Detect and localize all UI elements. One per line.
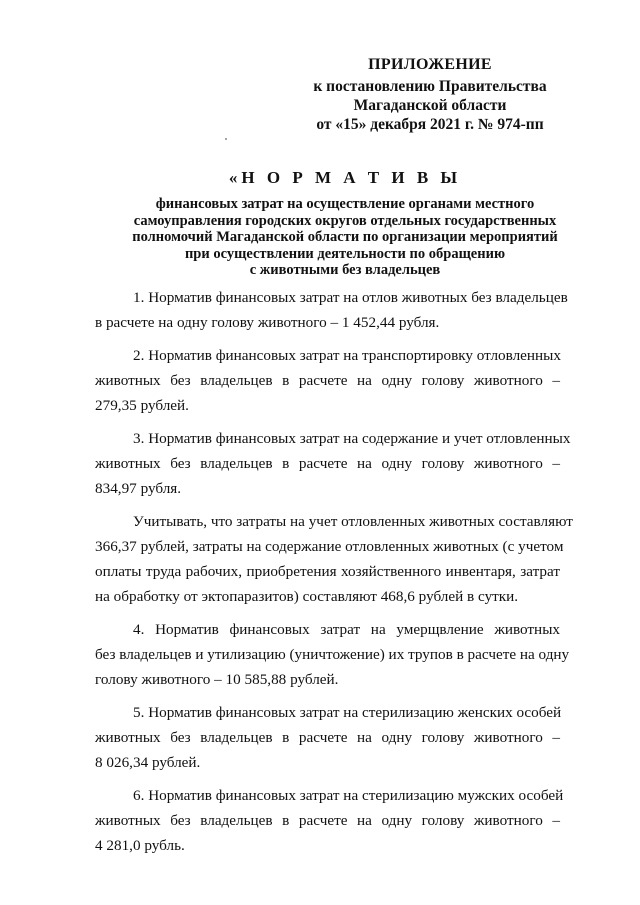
document-heading (110, 168, 580, 279)
paragraph-line: животных без владельцев в расчете на одну голову животного – (95, 372, 560, 389)
paragraph-line: оплаты труда рабочих, приобретения хозяйственного инвентаря, затрат (95, 563, 560, 580)
paragraph-line: 834,97 рубля. (95, 480, 182, 497)
document-body (95, 285, 573, 866)
paragraph-line: 279,35 рублей. (95, 397, 189, 414)
paragraph-line: 2. Норматив финансовых затрат на транспортировку отловленных (133, 347, 561, 364)
paragraph-3 (95, 426, 571, 501)
paragraph-line: 8 026,34 рублей. (95, 754, 201, 771)
paragraph-line: животных без владельцев в расчете на одну голову животного – (95, 812, 560, 829)
paragraph-note (95, 509, 573, 609)
paragraph-5 (95, 700, 560, 775)
paragraph-line: 4. Норматив финансовых затрат на умерщвление животных (133, 621, 560, 638)
paragraph-line: Учитывать, что затраты на учет отловленных животных составляют (133, 513, 573, 530)
paragraph-line: 3. Норматив финансовых затрат на содержание и учет отловленных (133, 430, 571, 447)
appendix-decree-line: к постановлению Правительства (313, 78, 547, 95)
heading-line: самоуправления городских округов отдельных государственных (133, 212, 557, 229)
paragraph-4 (95, 617, 570, 692)
appendix-title: ПРИЛОЖЕНИЕ (368, 56, 492, 73)
paragraph-2 (95, 343, 560, 418)
appendix-block (300, 55, 560, 134)
paragraph-1 (95, 285, 568, 335)
paragraph-line: животных без владельцев в расчете на одну голову животного – (95, 455, 560, 472)
heading-title: «Н О Р М А Т И В Ы (228, 168, 462, 187)
appendix-region-line: Магаданской области (353, 97, 507, 114)
paragraph-line: голову животного – 10 585,88 рублей. (95, 671, 339, 688)
paragraph-line: 366,37 рублей, затраты на содержание отловленных животных (с учетом (95, 538, 564, 555)
heading-line: полномочий Магаданской области по организации мероприятий (132, 229, 558, 245)
scan-speck (225, 138, 227, 140)
heading-line: при осуществлении деятельности по обращению (184, 245, 506, 262)
paragraph-line: 1. Норматив финансовых затрат на отлов животных без владельцев (133, 289, 568, 306)
paragraph-6 (95, 783, 564, 858)
paragraph-line: в расчете на одну голову животного – 1 452,44 рубля. (95, 314, 440, 331)
paragraph-line: 4 281,0 рубль. (95, 837, 185, 854)
paragraph-line: на обработку от эктопаразитов) составляют 468,6 рублей в сутки. (95, 588, 519, 605)
paragraph-line: без владельцев и утилизацию (уничтожение) их трупов в расчете на одну (95, 646, 570, 663)
paragraph-line: животных без владельцев в расчете на одну голову животного – (95, 729, 560, 746)
heading-line: с животными без владельцев (249, 262, 441, 278)
appendix-date-number-line: от «15» декабря 2021 г. № 974-пп (316, 116, 544, 133)
heading-line: финансовых затрат на осуществление органами местного (155, 196, 535, 212)
paragraph-line: 5. Норматив финансовых затрат на стерилизацию женских особей (133, 704, 562, 721)
paragraph-line: 6. Норматив финансовых затрат на стерилизацию мужских особей (133, 787, 564, 804)
